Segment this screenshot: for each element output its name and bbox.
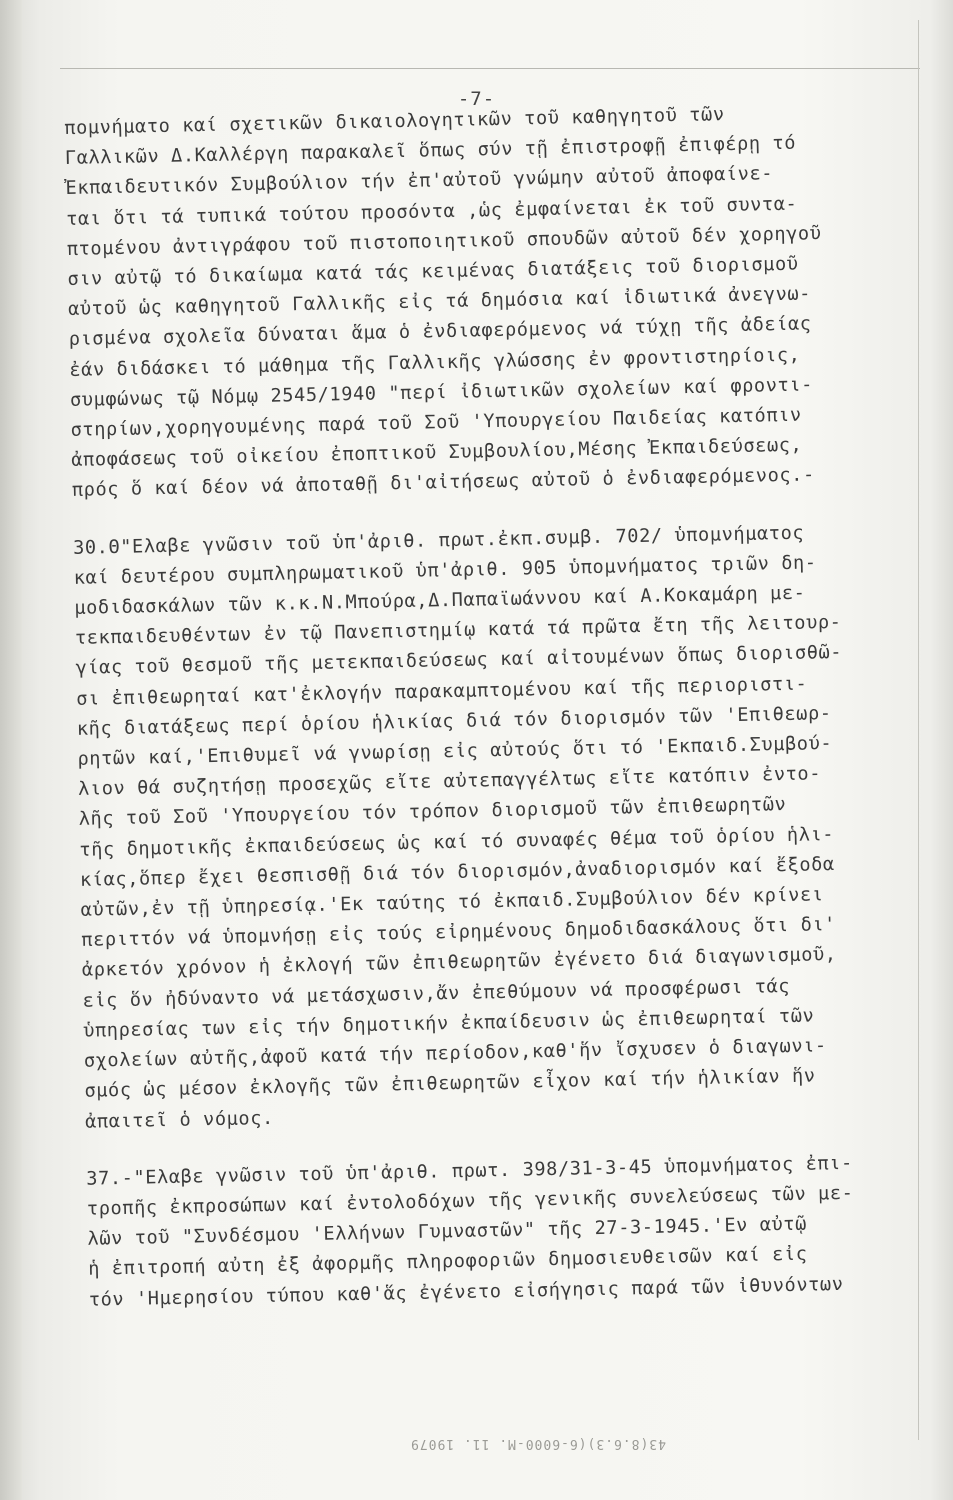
paragraph <box>64 96 952 507</box>
text-line: ἀποφάσεως τοῦ οἰκείου ἐποπτικοῦ Συμβουλίου,Μέσης Ἐκπαιδεύσεως, <box>71 434 803 472</box>
text-line: πρός ὅ καί δέον νά ἀποταθῇ δι'αἰτήσεως αὐτοῦ ὁ ἐνδιαφερόμενος.- <box>71 464 815 502</box>
text-line: λιον θά συζητήσῃ προσεχῶς εἴτε αὐτεπαγγέλτως εἴτε κατόπιν ἐντο- <box>77 763 822 801</box>
text-line: ἡ ἐπιτροπή αὐτη ἐξ ἀφορμῆς πληροφοριῶν δημοσιευθεισῶν καί εἰς <box>87 1243 808 1281</box>
text-line: γίας τοῦ θεσμοῦ τῆς μετεκπαιδεύσεως καί αἰτουμένων ὅπως διορισθῶ- <box>75 642 843 680</box>
text-line: ρισμένα σχολεῖα δύναται ἅμα ὁ ἐνδιαφερόμενος νά τύχῃ τῆς ἀδείας <box>68 313 812 351</box>
text-line: Γαλλικῶν Δ.Καλλέργη παρακαλεῖ ὅπως σύν τῇ ἐπιστροφῇ ἐπιφέρῃ τό <box>64 132 797 170</box>
text-line: καί δευτέρου συμπληρωματικοῦ ὑπ'ἀριθ. 905 ὑπομνήματος τριῶν δη- <box>73 552 817 589</box>
text-line: αὐτοῦ ὡς καθηγητοῦ Γαλλικῆς εἰς τά δημόσια καί ἰδιωτικά ἀνεγνω- <box>67 283 812 321</box>
text-line: μοδιδασκάλων τῶν κ.κ.Ν.Μπούρα,Δ.Παπαϊωάννου καί Α.Κοκαμάρη με- <box>74 582 806 619</box>
page-number: -7- <box>457 88 496 110</box>
text-line: ὑπηρεσίας των εἰς τήν δημοτικήν ἐκπαίδευσιν ὡς ἐπιθεωρηταί τῶν <box>82 1005 815 1042</box>
text-line: τῆς δημοτικῆς ἐκπαιδεύσεως ὡς καί τό συναφές θέμα τοῦ ὁρίου ἡλι- <box>79 823 835 861</box>
text-line: λῆς τοῦ Σοῦ 'Υπουργείου τόν τρόπον διορισμοῦ τῶν ἐπιθεωρητῶν <box>78 794 787 831</box>
page-frame-top-rule <box>60 68 920 69</box>
text-line: εἰς ὅν ἠδύναντο νά μετάσχωσιν,ἄν ἐπεθύμουν νά προσφέρωσι τάς <box>82 975 791 1012</box>
text-line: Ἐκπαιδευτικόν Συμβούλιον τήν ἐπ'αὐτοῦ γνώμην αὐτοῦ ἀποφαίνε- <box>65 163 774 200</box>
text-line: ται ὅτι τά τυπικά τούτου προσόντα ,ὡς ἐμφαίνεται ἐκ τοῦ συντα- <box>65 193 798 230</box>
text-line: κῆς διατάξεως περί ὁρίου ἡλικίας διά τόν διορισμόν τῶν 'Επιθεωρ- <box>76 702 832 740</box>
text-line: τόν 'Ημερησίου τύπου καθ'ἅς ἐγένετο εἰσήγησις παρά τῶν ἰθυνόντων <box>88 1273 844 1311</box>
text-line: κίας,ὅπερ ἔχει θεσπισθῇ διά τόν διορισμόν,ἀναδιορισμόν καί ἔξοδα <box>79 853 835 891</box>
text-line: πτομένου ἀντιγράφου τοῦ πιστοποιητικοῦ σπουδῶν αὐτοῦ δέν χορηγοῦ <box>66 222 822 260</box>
text-line: συμφώνως τῷ Νόμῳ 2545/1940 "περί ἰδιωτικῶν σχολείων καί φροντι- <box>69 374 814 411</box>
text-line: ἀρκετόν χρόνον ἡ ἐκλογή τῶν ἐπιθεωρητῶν ἐγένετο διά διαγωνισμοῦ, <box>81 944 837 982</box>
text-line: ἐάν διδάσκει τό μάθημα τῆς Γαλλικῆς γλώσσης ἐν φροντιστηρίοις, <box>69 344 801 381</box>
text-line: σιν αὐτῷ τό δικαίωμα κατά τάς κειμένας διατάξεις τοῦ διορισμοῦ <box>67 253 799 290</box>
text-line: τεκπαιδευθέντων ἐν τῷ Πανεπιστημίῳ κατά τά πρῶτα ἔτη τῆς λειτουρ- <box>74 612 842 650</box>
text-line: αὐτῶν,ἐν τῇ ὑπηρεσίᾳ.'Εκ ταύτης τό ἐκπαιδ.Συμβούλιον δέν κρίνει <box>80 884 824 921</box>
text-line: σχολείων αὐτῆς,ἀφοῦ κατά τήν περίοδον,καθ'ἥν ἴσχυσεν ὁ διαγωνι- <box>83 1035 827 1072</box>
text-line: περιττόν νά ὑπομνήσῃ εἰς τούς εἰρημένους δημοδιδασκάλους ὅτι δι' <box>81 914 837 952</box>
text-line: τροπῆς ἐκπροσώπων καί ἐντολοδόχων τῆς γενικῆς συνελεύσεως τῶν με- <box>86 1182 854 1220</box>
text-line: σι ἐπιθεωρηταί κατ'ἐκλογήν παρακαμπτομένου καί τῆς περιοριστι- <box>76 673 808 710</box>
footer-print-stamp: 43(8.6.3)(6-6000-M. 11. 19079 <box>410 1436 666 1451</box>
text-line: πομνήματο καί σχετικῶν δικαιολογητικῶν τοῦ καθηγητοῦ τῶν <box>64 104 725 139</box>
text-line: στηρίων,χορηγουμένης παρά τοῦ Σοῦ 'Υπουργείου Παιδείας κατόπιν <box>70 404 802 441</box>
text-line: ἀπαιτεῖ ὁ νόμος. <box>84 1107 275 1133</box>
text-line: 30.Θ"Ελαβε γνῶσιν τοῦ ὑπ'ἀριθ. πρωτ.ἐκπ.συμβ. 702/ ὑπομνήματος <box>72 522 805 559</box>
text-line: σμός ὡς μέσον ἐκλογῆς τῶν ἐπιθεωρητῶν εἶχον καί τήν ἡλικίαν ἥν <box>84 1065 816 1103</box>
paragraph <box>73 515 953 1137</box>
typewritten-body <box>64 96 953 1316</box>
text-line: 37.-"Ελαβε γνῶσιν τοῦ ὑπ'ἀριθ. πρωτ. 398/31-3-45 ὑπομνήματος ἐπι- <box>86 1152 854 1190</box>
text-line: λῶν τοῦ "Συνδέσμου 'Ελλήνων Γυμναστῶν" τῆς 27-3-1945.'Εν αὐτῷ <box>87 1213 808 1250</box>
text-line: ρητῶν καί,'Επιθυμεῖ νά γνωρίσῃ εἰς αὐτούς ὅτι τό 'Εκπαιδ.Συμβού- <box>77 733 833 770</box>
page-binding-edge <box>0 0 22 1500</box>
paragraph <box>86 1146 953 1315</box>
